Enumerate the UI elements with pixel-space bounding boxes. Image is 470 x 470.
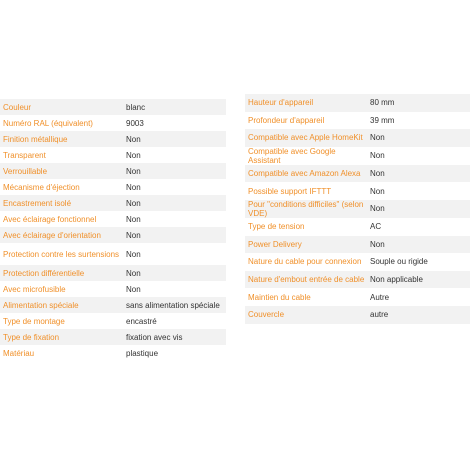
spec-value: encastré <box>126 316 157 326</box>
table-row <box>0 227 226 243</box>
spec-label: Compatible avec Google Assistant <box>248 146 336 165</box>
table-row <box>0 99 226 115</box>
spec-label: Pour "conditions difficiles" (selon VDE) <box>248 199 364 218</box>
spec-label: Profondeur d'appareil <box>248 115 325 125</box>
table-row <box>0 281 226 297</box>
spec-value: plastique <box>126 348 159 358</box>
spec-label: Type de montage <box>3 316 65 326</box>
spec-value: 39 mm <box>370 115 395 125</box>
spec-value: Non <box>370 151 385 161</box>
specs-table-right <box>245 94 470 324</box>
spec-value: Non <box>126 134 141 144</box>
table-row <box>245 165 470 183</box>
spec-label: Type de tension <box>248 222 305 232</box>
spec-value: Non <box>126 166 141 176</box>
table-row <box>0 115 226 131</box>
spec-value: Souple ou rigide <box>370 257 428 267</box>
table-row <box>245 288 470 306</box>
table-row <box>0 345 226 361</box>
spec-value: Non <box>370 239 385 249</box>
table-row <box>0 131 226 147</box>
table-row <box>245 306 470 324</box>
table-row <box>245 112 470 130</box>
spec-label: Protection contre les surtensions <box>3 249 120 259</box>
spec-label: Compatible avec Apple HomeKit <box>248 133 363 143</box>
spec-value: Non <box>126 268 141 278</box>
table-row <box>0 163 226 179</box>
spec-label: Maintien du cable <box>248 292 311 302</box>
spec-label: Verrouillable <box>3 166 48 176</box>
table-row <box>245 94 470 112</box>
spec-value: Non <box>126 214 141 224</box>
spec-value: sans alimentation spéciale <box>126 300 220 310</box>
table-row <box>245 253 470 271</box>
spec-label: Nature du cable pour connexion <box>248 257 362 267</box>
spec-label: Hauteur d'appareil <box>248 98 314 108</box>
spec-value: 9003 <box>126 118 144 128</box>
spec-label: Avec éclairage d'orientation <box>3 230 101 240</box>
table-row <box>0 265 226 281</box>
spec-value: Non <box>370 204 385 214</box>
specs-table-left <box>0 99 226 361</box>
spec-value: autre <box>370 310 389 320</box>
spec-value: Non <box>126 182 141 192</box>
spec-value: Non <box>370 133 385 143</box>
spec-label: Compatible avec Amazon Alexa <box>248 169 361 179</box>
spec-label: Possible support IFTTT <box>248 186 332 196</box>
spec-value: Non <box>370 169 385 179</box>
spec-value: AC <box>370 222 382 232</box>
spec-value: blanc <box>126 102 146 112</box>
table-row <box>0 297 226 313</box>
spec-label: Transparent <box>3 150 46 160</box>
spec-value: Non <box>126 150 141 160</box>
spec-value: Non <box>126 230 141 240</box>
table-row <box>0 179 226 195</box>
spec-value: Non applicable <box>370 275 423 285</box>
spec-value: Non <box>370 186 385 196</box>
table-row <box>0 195 226 211</box>
spec-value: 80 mm <box>370 98 395 108</box>
spec-label: Matériau <box>3 348 35 358</box>
spec-label: Avec microfusible <box>3 284 66 294</box>
spec-label: Couvercle <box>248 310 285 320</box>
table-row <box>245 182 470 200</box>
spec-value: Non <box>126 249 141 259</box>
spec-label: Protection différentielle <box>3 268 85 278</box>
table-row <box>245 129 470 147</box>
spec-label: Numéro RAL (équivalent) <box>3 118 93 128</box>
table-row <box>0 147 226 163</box>
spec-label: Avec éclairage fonctionnel <box>3 214 97 224</box>
table-row <box>0 329 226 345</box>
spec-label: Type de fixation <box>3 332 60 342</box>
table-row <box>0 243 226 265</box>
spec-value: fixation avec vis <box>126 332 183 342</box>
table-row <box>245 236 470 254</box>
table-row <box>245 200 470 218</box>
table-row <box>245 147 470 165</box>
spec-value: Non <box>126 198 141 208</box>
table-row <box>245 271 470 289</box>
spec-label: Alimentation spéciale <box>3 300 79 310</box>
table-row <box>245 218 470 236</box>
spec-label: Power Delivery <box>248 239 302 249</box>
spec-label: Nature d'embout entrée de cable <box>248 275 365 285</box>
spec-value: Non <box>126 284 141 294</box>
table-row <box>0 313 226 329</box>
table-row <box>0 211 226 227</box>
spec-label: Mécanisme d'éjection <box>3 182 80 192</box>
spec-label: Finition métallique <box>3 134 68 144</box>
spec-label: Couleur <box>3 102 32 112</box>
spec-value: Autre <box>370 292 390 302</box>
spec-label: Encastrement isolé <box>3 198 72 208</box>
